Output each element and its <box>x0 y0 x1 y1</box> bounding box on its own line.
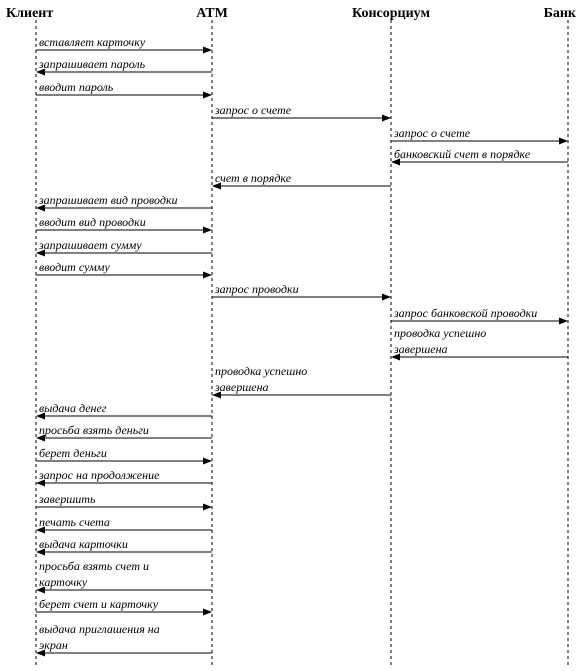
message-label: выдача приглашения на <box>39 622 160 636</box>
message-20 <box>36 515 212 534</box>
message-12 <box>391 306 568 325</box>
actor-label-0: Клиент <box>6 6 54 21</box>
message-arrowhead <box>382 294 391 301</box>
actor-label-2: Консорциум <box>351 6 431 21</box>
message-14 <box>212 364 391 399</box>
message-arrowhead <box>382 115 391 122</box>
message-3 <box>212 103 391 122</box>
message-10 <box>36 260 212 279</box>
message-arrowhead <box>203 272 212 279</box>
message-24 <box>36 622 212 657</box>
message-label: запрашивает пароль <box>39 57 146 71</box>
message-label: карточку <box>39 575 88 589</box>
message-arrowhead <box>203 92 212 99</box>
message-label: запрос о счете <box>215 103 292 117</box>
message-19 <box>36 492 212 511</box>
message-label: счет в порядке <box>215 171 292 185</box>
message-1 <box>36 57 212 76</box>
actor-label-1: ATM <box>196 6 228 21</box>
message-11 <box>212 282 391 301</box>
message-label: запрашивает вид проводки <box>39 193 178 207</box>
message-label: экран <box>39 638 68 652</box>
message-arrowhead <box>559 318 568 325</box>
message-7 <box>36 193 212 212</box>
message-arrowhead <box>203 227 212 234</box>
message-label: запрос проводки <box>215 282 299 296</box>
message-label: выдача денег <box>39 401 107 415</box>
message-label: проводка успешно <box>215 364 308 378</box>
message-label: запрос на продолжение <box>39 468 160 482</box>
message-16 <box>36 423 212 442</box>
message-label: просьба взять деньги <box>39 423 149 437</box>
message-label: вводит пароль <box>39 80 114 94</box>
message-label: просьба взять счет и <box>39 559 149 573</box>
message-18 <box>36 468 212 487</box>
message-13 <box>391 326 568 361</box>
message-23 <box>36 597 212 616</box>
message-label: завершить <box>39 492 96 506</box>
message-9 <box>36 238 212 257</box>
message-0 <box>36 35 212 54</box>
message-label: завершена <box>215 380 269 394</box>
message-label: берет счет и карточку <box>39 597 159 611</box>
message-label: берет деньги <box>39 446 107 460</box>
message-arrowhead <box>203 504 212 511</box>
message-5 <box>391 147 568 166</box>
message-label: вставляет карточку <box>39 35 146 49</box>
message-arrowhead <box>203 47 212 54</box>
actor-label-3: Банк <box>543 6 576 21</box>
message-17 <box>36 446 212 465</box>
message-6 <box>212 171 391 190</box>
message-label: выдача карточки <box>39 537 128 551</box>
message-label: запрос о счете <box>394 126 471 140</box>
message-arrowhead <box>203 458 212 465</box>
message-arrowhead <box>559 138 568 145</box>
message-label: завершена <box>394 342 448 356</box>
message-22 <box>36 559 212 594</box>
message-label: вводит сумму <box>39 260 110 274</box>
message-label: запрашивает сумму <box>39 238 142 252</box>
message-label: банковский счет в порядке <box>394 147 531 161</box>
message-2 <box>36 80 212 99</box>
message-label: проводка успешно <box>394 326 487 340</box>
message-label: вводит вид проводки <box>39 215 146 229</box>
message-15 <box>36 401 212 420</box>
message-8 <box>36 215 212 234</box>
message-label: запрос банковской проводки <box>394 306 538 320</box>
message-label: печать счета <box>39 515 110 529</box>
message-21 <box>36 537 212 556</box>
message-4 <box>391 126 568 145</box>
message-arrowhead <box>203 609 212 616</box>
